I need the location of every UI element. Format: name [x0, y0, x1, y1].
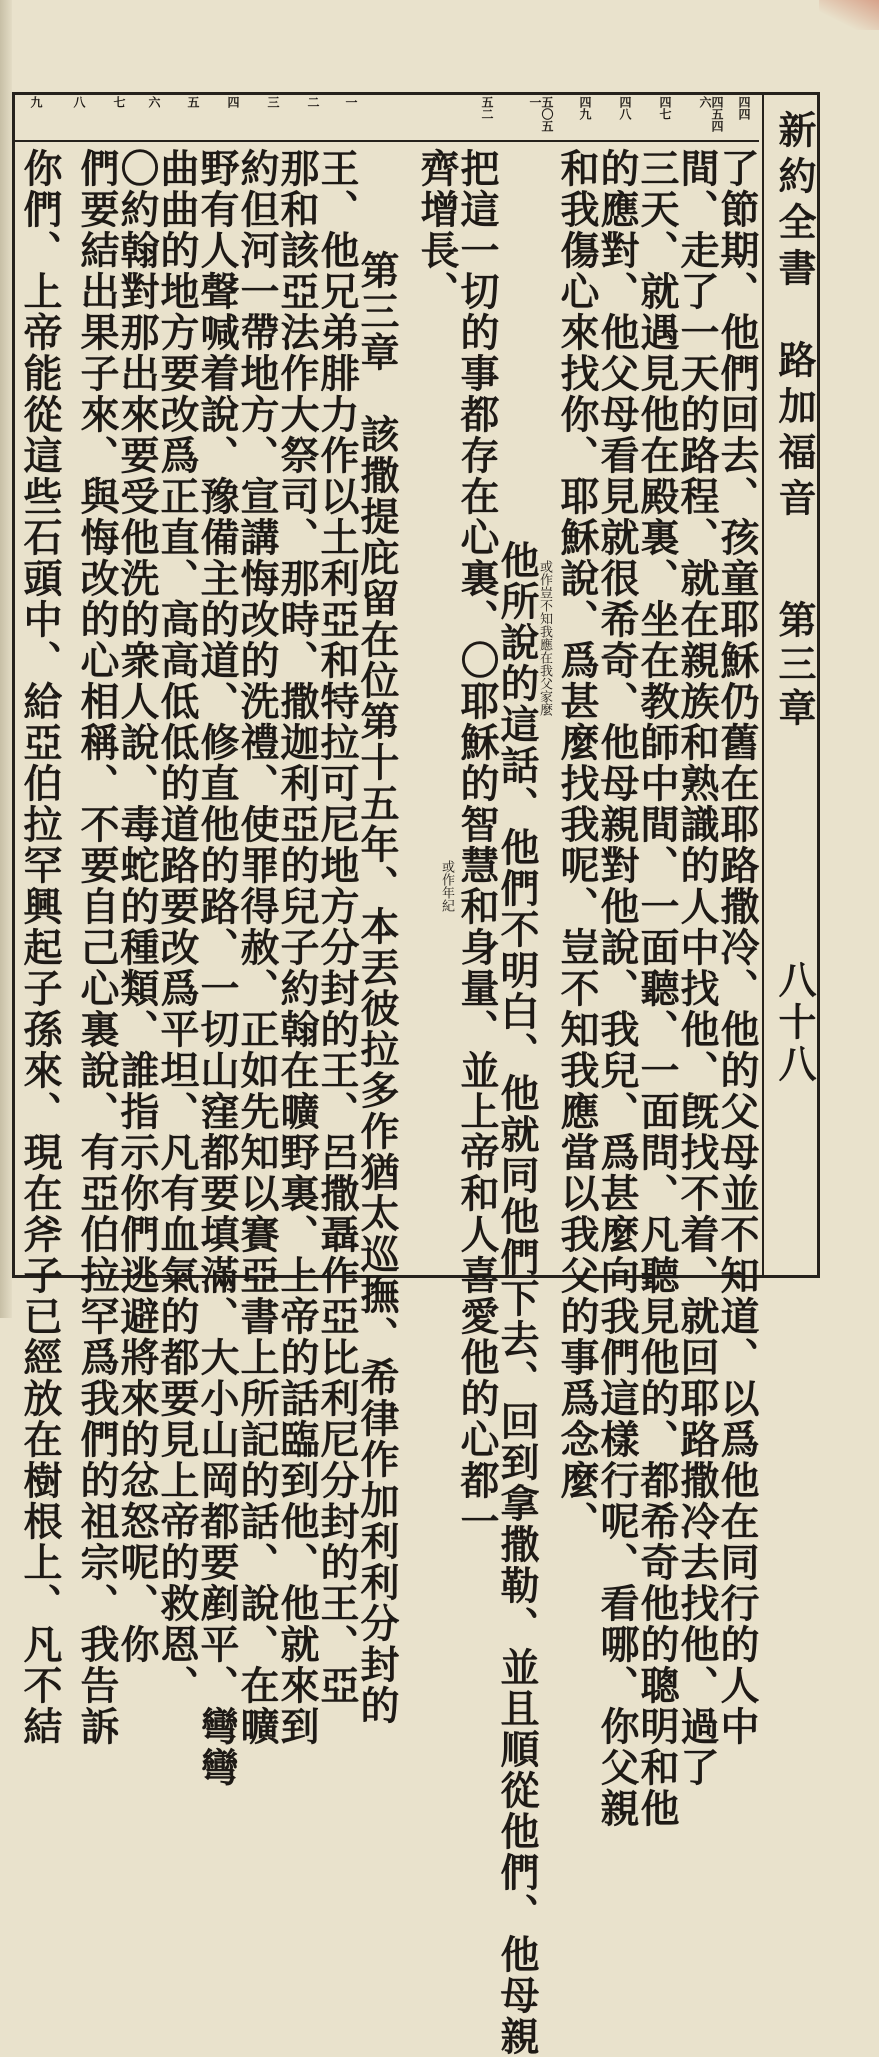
verse-number: 八 — [72, 96, 86, 108]
text-column: 三天、就遇見他在殿裏、坐在教師中間、一面聽、一面問、凡聽見他的、都希奇他的聰明和他 — [634, 148, 680, 1829]
verse-number: 五 — [186, 96, 200, 108]
text-column: 〇約翰對那出來要受他洗的衆人說、毒蛇的種類、誰指示你們逃避將來的忿怒呢、你 — [114, 148, 160, 1665]
chapter-heading: 第三章 — [772, 600, 817, 732]
text-column: 你們、上帝能從這些石頭中、給亞伯拉罕興起子孫來、現在斧子已經放在樹根上、凡不結 — [17, 148, 63, 1747]
verse-number: 六 — [147, 96, 161, 108]
page-number: 八十八 — [772, 960, 817, 1086]
text-column: 王、他兄弟腓力作以土利亞和特拉可尼地方分封的王、呂撒聶作亞比利尼分封的王、亞 — [314, 148, 360, 1706]
text-column: 曲曲的地方要改爲正直、高高低低的道路要改爲平坦、凡有血氣的都要見上帝的救恩、 — [154, 148, 200, 1706]
verse-number: 五二 — [480, 96, 494, 120]
verse-number: 五〇五一 — [528, 96, 554, 132]
header-separator — [762, 95, 764, 1275]
text-column: 他所說的這話、他們不明白、他就同他們下去、回到拿撒勒、並且順從他們、他母親 — [494, 540, 540, 2057]
book-title: 新約全書 路加福音 — [772, 110, 817, 524]
text-column: 了節期、他們回去、孩童耶穌仍舊在耶路撒冷、他的父母並不知道、以爲他在同行的人中 — [714, 148, 760, 1747]
paper-corner — [819, 0, 879, 30]
text-column: 和我傷心來找你、耶穌說、爲甚麼找我呢、豈不知我應當以我父的事爲念麼、 — [554, 148, 600, 1542]
verse-number: 三 — [266, 96, 280, 108]
margin-note: 或作年紀 — [439, 860, 454, 912]
verse-number: 四 — [226, 96, 240, 108]
verse-number: 一 — [344, 96, 358, 108]
text-column: 野有人聲喊着說、豫備主的道、修直他的路、一切山窪都要填滿、大小山岡都要剷平、彎彎 — [194, 148, 240, 1788]
text-column: 約但河一帶地方、宣講悔改的洗禮、使罪得赦、正如先知以賽亞書上所記的話、說、在曠 — [234, 148, 280, 1747]
verse-number: 四四 — [737, 96, 751, 120]
verse-number: 四七 — [658, 96, 672, 120]
verse-number: 四九 — [578, 96, 592, 120]
verse-number: 二 — [306, 96, 320, 108]
verse-number: 九 — [29, 96, 43, 108]
text-column: 第三章 該撒提庇留在位第十五年、本丟彼拉多作猶太巡撫、希律作加利利分封的 — [354, 250, 400, 1726]
verse-strip-separator — [15, 140, 759, 142]
text-column: 的應對、他父母看見就很希奇、他母親對他說、我兒、爲甚麼向我們這樣行呢、看哪、你父親 — [594, 148, 640, 1829]
margin-note: 或作豈不知我應在我父家麼 — [537, 560, 552, 716]
verse-number: 四八 — [618, 96, 632, 120]
text-column: 那和該亞法作大祭司、那時、撒迦利亞的兒子約翰在曠野裏、上帝的話臨到他、他就來到 — [274, 148, 320, 1747]
verse-number-strip — [15, 96, 759, 138]
text-column: 間、走了一天的路程、就在親族和熟識的人中找他、旣找不着、就回耶路撒冷去找他、過了 — [674, 148, 720, 1788]
page-edge — [0, 0, 12, 1318]
verse-number: 七 — [112, 96, 126, 108]
text-column: 把這一切的事都存在心裏、〇耶穌的智慧和身量、並上帝和人喜愛他的心都一 — [454, 148, 500, 1542]
text-column: 齊增長、 — [414, 148, 460, 312]
verse-number: 四五四六 — [698, 96, 724, 132]
text-column: 們要結出果子來、與悔改的心相稱、不要自己心裏說、有亞伯拉罕爲我們的祖宗、我告訴 — [74, 148, 120, 1747]
